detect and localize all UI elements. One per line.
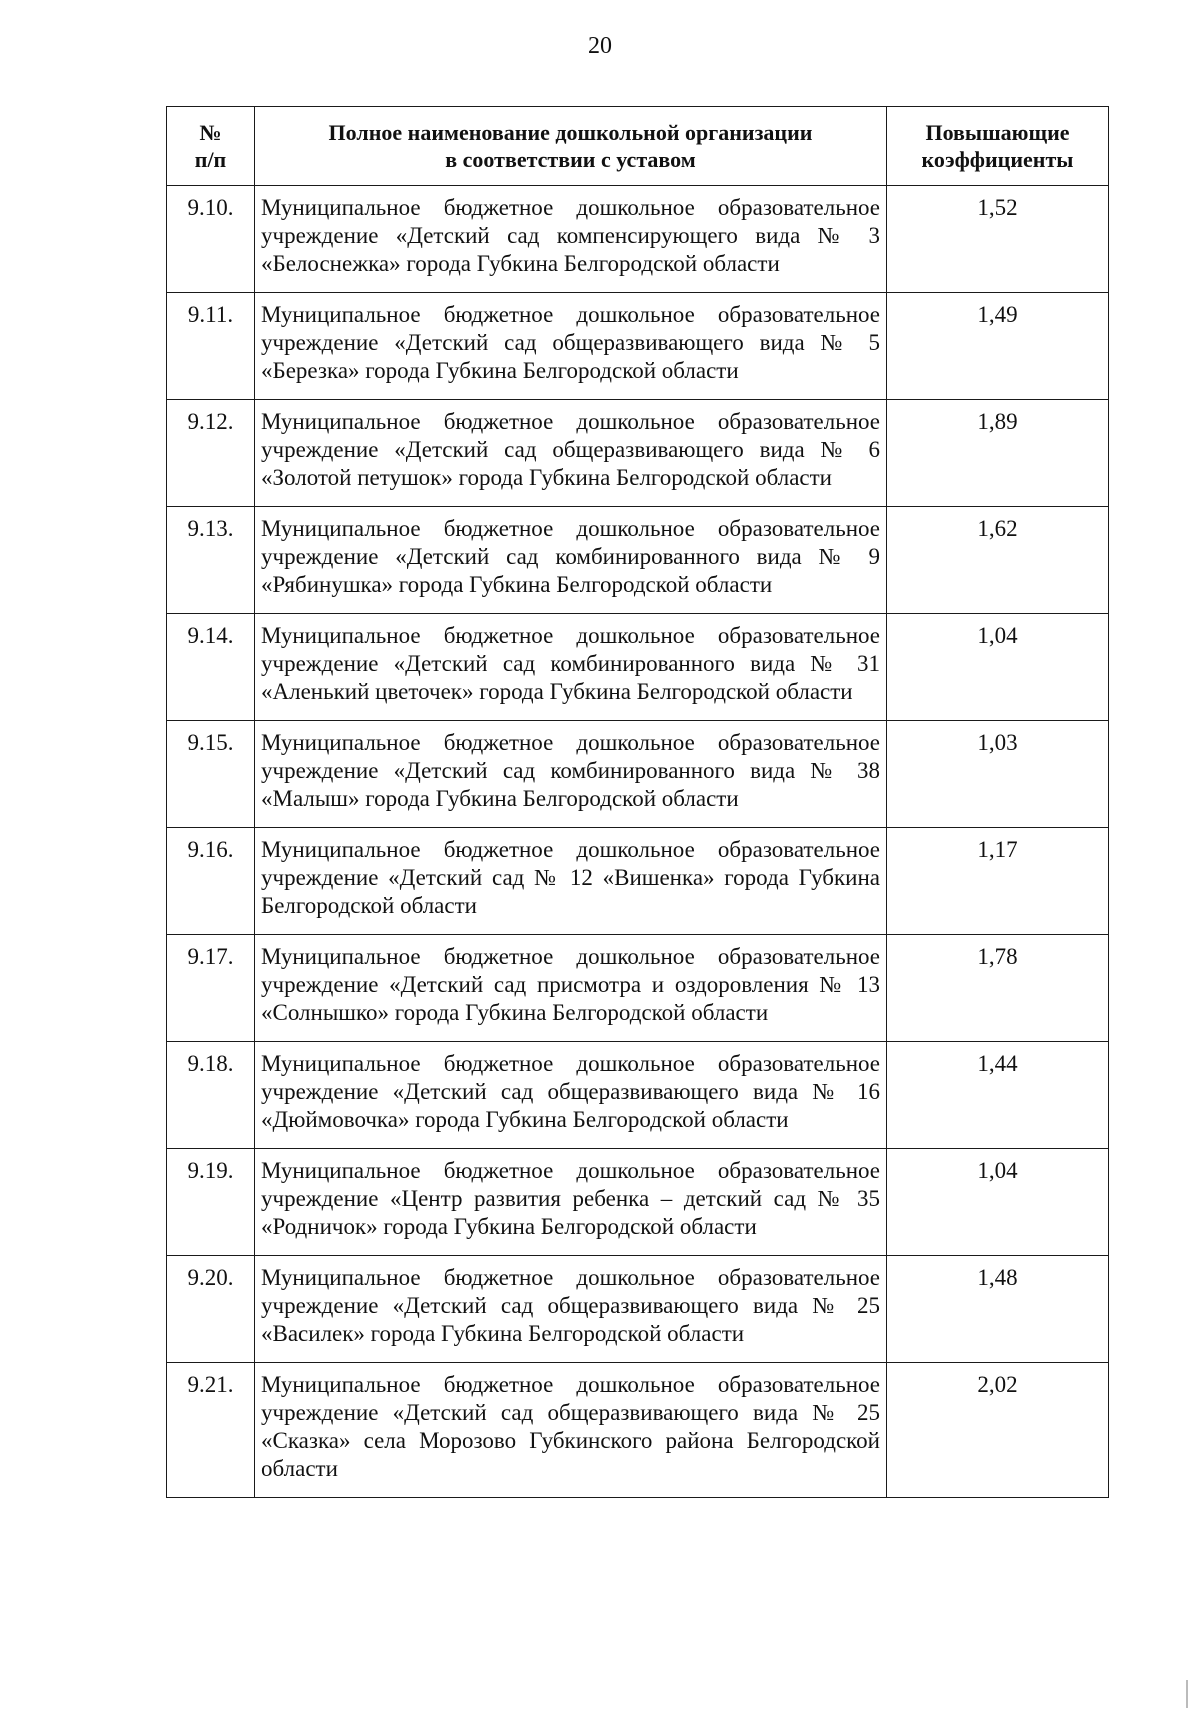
row-number: 9.21. [167, 1363, 255, 1498]
table-row [167, 1149, 1109, 1256]
row-number: 9.19. [167, 1149, 255, 1256]
table-row [167, 293, 1109, 400]
header-number-line2: п/п [194, 147, 227, 172]
organization-name: Муниципальное бюджетное дошкольное образовательное учреждение «Детский сад общеразвивающего вида № 16 «Дюймовочка» города Губкина Белгородской области [255, 1042, 887, 1149]
coefficient-value: 1,78 [887, 935, 1109, 1042]
table-row [167, 400, 1109, 507]
table-row [167, 1363, 1109, 1498]
header-name-line1: Полное наименование дошкольной организации [328, 120, 813, 145]
row-number: 9.12. [167, 400, 255, 507]
table-body [167, 186, 1109, 1498]
table-row [167, 507, 1109, 614]
organization-name: Муниципальное бюджетное дошкольное образовательное учреждение «Детский сад общеразвивающего вида № 25 «Василек» города Губкина Белгородской области [255, 1256, 887, 1363]
header-coefficient-line1: Повышающие [925, 120, 1070, 145]
row-number: 9.20. [167, 1256, 255, 1363]
row-number: 9.11. [167, 293, 255, 400]
coefficient-value: 1,52 [887, 186, 1109, 293]
organization-name: Муниципальное бюджетное дошкольное образовательное учреждение «Детский сад присмотра и оздоровления № 13 «Солнышко» города Губкина Белгородской области [255, 935, 887, 1042]
row-number: 9.10. [167, 186, 255, 293]
header-coefficient [887, 107, 1109, 186]
organization-name: Муниципальное бюджетное дошкольное образовательное учреждение «Детский сад общеразвивающего вида № 25 «Сказка» села Морозово Губкинского района Белгородской области [255, 1363, 887, 1498]
header-name [255, 107, 887, 186]
row-number: 9.16. [167, 828, 255, 935]
coefficient-value: 1,03 [887, 721, 1109, 828]
row-number: 9.14. [167, 614, 255, 721]
organization-name: Муниципальное бюджетное дошкольное образовательное учреждение «Центр развития ребенка – детский сад № 35 «Родничок» города Губкина Белгородской области [255, 1149, 887, 1256]
coefficient-value: 1,04 [887, 614, 1109, 721]
table-row [167, 614, 1109, 721]
coefficient-value: 1,49 [887, 293, 1109, 400]
page-number: 20 [588, 33, 612, 59]
row-number: 9.17. [167, 935, 255, 1042]
table-header [167, 107, 1109, 186]
row-number: 9.18. [167, 1042, 255, 1149]
row-number: 9.15. [167, 721, 255, 828]
table-row [167, 828, 1109, 935]
organization-name: Муниципальное бюджетное дошкольное образовательное учреждение «Детский сад компенсирующего вида № 3 «Белоснежка» города Губкина Белгородской области [255, 186, 887, 293]
coefficient-value: 2,02 [887, 1363, 1109, 1498]
table-row [167, 186, 1109, 293]
organization-name: Муниципальное бюджетное дошкольное образовательное учреждение «Детский сад общеразвивающего вида № 6 «Золотой петушок» города Губкина Белгородской области [255, 400, 887, 507]
organization-name: Муниципальное бюджетное дошкольное образовательное учреждение «Детский сад комбинированного вида № 9 «Рябинушка» города Губкина Белгородской области [255, 507, 887, 614]
organization-name: Муниципальное бюджетное дошкольное образовательное учреждение «Детский сад комбинированного вида № 38 «Малыш» города Губкина Белгородской области [255, 721, 887, 828]
coefficients-table [166, 106, 1109, 1498]
table-header-row [167, 107, 1109, 186]
table-row [167, 721, 1109, 828]
table-row [167, 1042, 1109, 1149]
coefficient-value: 1,89 [887, 400, 1109, 507]
row-number: 9.13. [167, 507, 255, 614]
organization-name: Муниципальное бюджетное дошкольное образовательное учреждение «Детский сад № 12 «Вишенка» города Губкина Белгородской области [255, 828, 887, 935]
coefficient-value: 1,44 [887, 1042, 1109, 1149]
header-number [167, 107, 255, 186]
table-row [167, 1256, 1109, 1363]
coefficient-value: 1,48 [887, 1256, 1109, 1363]
scan-edge-mark [1186, 1680, 1198, 1708]
organization-name: Муниципальное бюджетное дошкольное образовательное учреждение «Детский сад комбинированного вида № 31 «Аленький цветочек» города Губкина Белгородской области [255, 614, 887, 721]
header-coefficient-line2: коэффициенты [921, 147, 1074, 172]
coefficient-value: 1,62 [887, 507, 1109, 614]
organization-name: Муниципальное бюджетное дошкольное образовательное учреждение «Детский сад общеразвивающего вида № 5 «Березка» города Губкина Белгородской области [255, 293, 887, 400]
coefficient-value: 1,04 [887, 1149, 1109, 1256]
coefficient-value: 1,17 [887, 828, 1109, 935]
header-number-line1: № [199, 120, 222, 145]
header-name-line2: в соответствии с уставом [445, 147, 696, 172]
table-row [167, 935, 1109, 1042]
